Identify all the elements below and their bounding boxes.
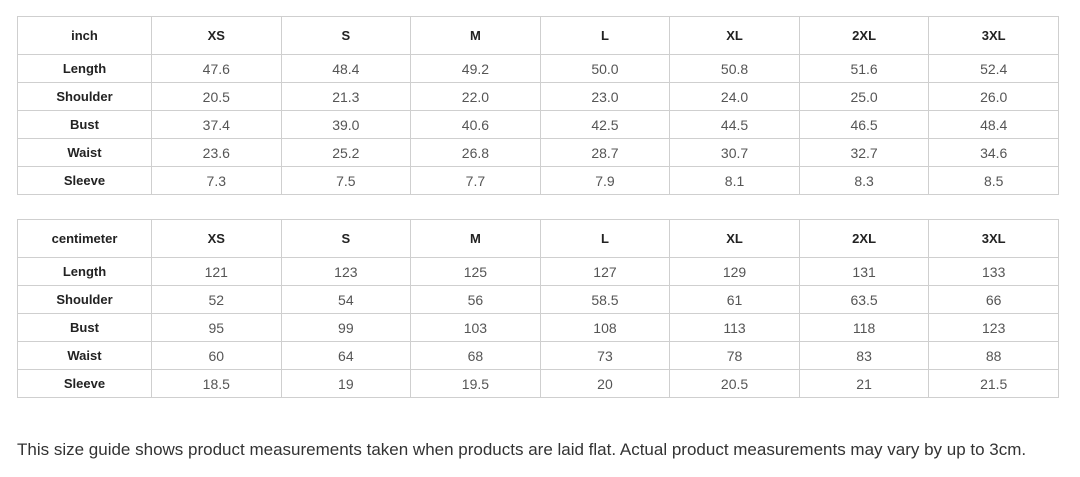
measurement-cell: 7.7 xyxy=(411,167,541,195)
size-col-header-xl: XL xyxy=(670,220,800,258)
measurement-cell: 47.6 xyxy=(152,55,282,83)
size-col-header-2xl: 2XL xyxy=(799,220,929,258)
measurement-cell: 28.7 xyxy=(540,139,670,167)
measurement-cell: 121 xyxy=(152,258,282,286)
measurement-cell: 63.5 xyxy=(799,286,929,314)
size-table-inch xyxy=(17,16,1059,195)
size-table-centimeter xyxy=(17,219,1059,398)
measurement-cell: 40.6 xyxy=(411,111,541,139)
measurement-cell: 95 xyxy=(152,314,282,342)
measurement-cell: 21 xyxy=(799,370,929,398)
measurement-cell: 37.4 xyxy=(152,111,282,139)
measurement-cell: 18.5 xyxy=(152,370,282,398)
measurement-cell: 20.5 xyxy=(670,370,800,398)
measurement-cell: 60 xyxy=(152,342,282,370)
measurement-cell: 22.0 xyxy=(411,83,541,111)
table-row-shoulder xyxy=(18,286,1059,314)
row-label-length: Length xyxy=(18,258,152,286)
size-col-header-m: M xyxy=(411,17,541,55)
size-col-header-m: M xyxy=(411,220,541,258)
measurement-cell: 78 xyxy=(670,342,800,370)
measurement-cell: 49.2 xyxy=(411,55,541,83)
measurement-cell: 61 xyxy=(670,286,800,314)
measurement-cell: 8.3 xyxy=(799,167,929,195)
measurement-cell: 20 xyxy=(540,370,670,398)
measurement-cell: 118 xyxy=(799,314,929,342)
row-label-waist: Waist xyxy=(18,342,152,370)
measurement-cell: 19 xyxy=(281,370,411,398)
measurement-cell: 127 xyxy=(540,258,670,286)
measurement-cell: 133 xyxy=(929,258,1059,286)
measurement-cell: 52.4 xyxy=(929,55,1059,83)
measurement-cell: 21.3 xyxy=(281,83,411,111)
measurement-cell: 23.0 xyxy=(540,83,670,111)
size-col-header-xs: XS xyxy=(152,17,282,55)
measurement-cell: 113 xyxy=(670,314,800,342)
measurement-cell: 24.0 xyxy=(670,83,800,111)
table-row-length xyxy=(18,258,1059,286)
size-col-header-xs: XS xyxy=(152,220,282,258)
measurement-cell: 129 xyxy=(670,258,800,286)
size-guide-note: This size guide shows product measurements taken when products are laid flat. Actual product measurements may vary by up to 3cm. xyxy=(17,440,1027,459)
size-col-header-3xl: 3XL xyxy=(929,17,1059,55)
row-label-bust: Bust xyxy=(18,111,152,139)
table-row-waist xyxy=(18,139,1059,167)
measurement-cell: 8.1 xyxy=(670,167,800,195)
measurement-cell: 46.5 xyxy=(799,111,929,139)
table-row-bust xyxy=(18,111,1059,139)
measurement-cell: 7.5 xyxy=(281,167,411,195)
measurement-cell: 88 xyxy=(929,342,1059,370)
size-col-header-l: L xyxy=(540,17,670,55)
measurement-cell: 73 xyxy=(540,342,670,370)
size-col-header-2xl: 2XL xyxy=(799,17,929,55)
row-label-shoulder: Shoulder xyxy=(18,83,152,111)
row-label-sleeve: Sleeve xyxy=(18,370,152,398)
size-col-header-l: L xyxy=(540,220,670,258)
measurement-cell: 32.7 xyxy=(799,139,929,167)
measurement-cell: 44.5 xyxy=(670,111,800,139)
measurement-cell: 68 xyxy=(411,342,541,370)
measurement-cell: 26.0 xyxy=(929,83,1059,111)
table-row-sleeve xyxy=(18,167,1059,195)
measurement-cell: 125 xyxy=(411,258,541,286)
table-row-sleeve xyxy=(18,370,1059,398)
measurement-cell: 19.5 xyxy=(411,370,541,398)
measurement-cell: 58.5 xyxy=(540,286,670,314)
measurement-cell: 48.4 xyxy=(281,55,411,83)
size-col-header-s: S xyxy=(281,220,411,258)
measurement-cell: 25.0 xyxy=(799,83,929,111)
measurement-cell: 54 xyxy=(281,286,411,314)
measurement-cell: 50.8 xyxy=(670,55,800,83)
measurement-cell: 26.8 xyxy=(411,139,541,167)
measurement-cell: 23.6 xyxy=(152,139,282,167)
unit-header: inch xyxy=(18,17,152,55)
size-col-header-s: S xyxy=(281,17,411,55)
measurement-cell: 8.5 xyxy=(929,167,1059,195)
measurement-cell: 108 xyxy=(540,314,670,342)
measurement-cell: 34.6 xyxy=(929,139,1059,167)
measurement-cell: 103 xyxy=(411,314,541,342)
measurement-cell: 21.5 xyxy=(929,370,1059,398)
measurement-cell: 50.0 xyxy=(540,55,670,83)
measurement-cell: 20.5 xyxy=(152,83,282,111)
measurement-cell: 64 xyxy=(281,342,411,370)
measurement-cell: 83 xyxy=(799,342,929,370)
measurement-cell: 56 xyxy=(411,286,541,314)
unit-header: centimeter xyxy=(18,220,152,258)
size-table-header-row xyxy=(18,220,1059,258)
table-row-bust xyxy=(18,314,1059,342)
size-col-header-3xl: 3XL xyxy=(929,220,1059,258)
table-row-waist xyxy=(18,342,1059,370)
measurement-cell: 99 xyxy=(281,314,411,342)
size-table-header-row xyxy=(18,17,1059,55)
row-label-sleeve: Sleeve xyxy=(18,167,152,195)
measurement-cell: 52 xyxy=(152,286,282,314)
measurement-cell: 51.6 xyxy=(799,55,929,83)
measurement-cell: 66 xyxy=(929,286,1059,314)
row-label-waist: Waist xyxy=(18,139,152,167)
measurement-cell: 39.0 xyxy=(281,111,411,139)
measurement-cell: 123 xyxy=(929,314,1059,342)
table-row-shoulder xyxy=(18,83,1059,111)
measurement-cell: 123 xyxy=(281,258,411,286)
measurement-cell: 25.2 xyxy=(281,139,411,167)
measurement-cell: 30.7 xyxy=(670,139,800,167)
table-row-length xyxy=(18,55,1059,83)
measurement-cell: 7.3 xyxy=(152,167,282,195)
row-label-bust: Bust xyxy=(18,314,152,342)
size-col-header-xl: XL xyxy=(670,17,800,55)
measurement-cell: 131 xyxy=(799,258,929,286)
measurement-cell: 48.4 xyxy=(929,111,1059,139)
measurement-cell: 42.5 xyxy=(540,111,670,139)
row-label-length: Length xyxy=(18,55,152,83)
row-label-shoulder: Shoulder xyxy=(18,286,152,314)
measurement-cell: 7.9 xyxy=(540,167,670,195)
